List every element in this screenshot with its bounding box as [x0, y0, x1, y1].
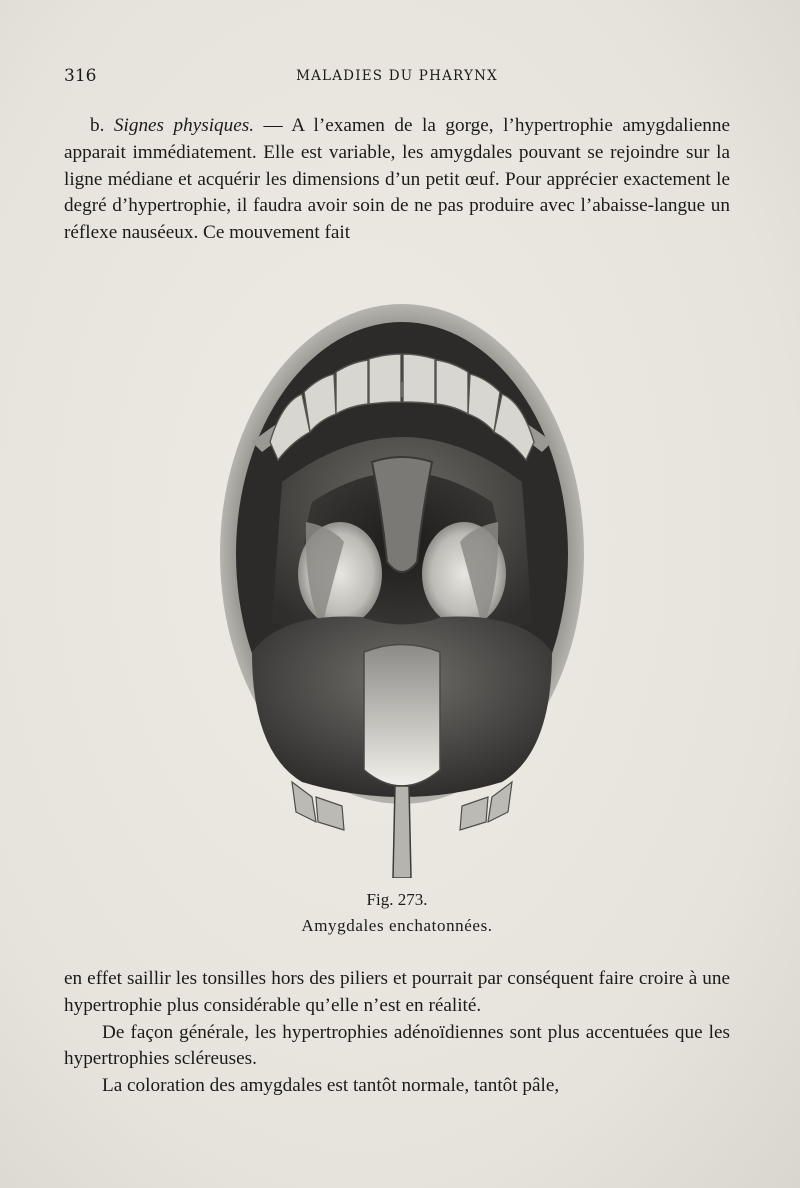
figure-caption: Amygdales enchatonnées. [301, 916, 493, 935]
mouth-illustration [212, 292, 592, 878]
top-paragraph [64, 113, 730, 247]
paragraph: en effet saillir les tonsilles hors des piliers et pourrait par conséquent faire croire à une hypertrophie plus considérable qu’elle n’est en réalité. [64, 968, 730, 1016]
bottom-paragraphs [64, 966, 730, 1100]
paragraph: De façon générale, les hypertrophies adénoïdiennes sont plus accentuées que les hypertrophies scléreuses. [64, 1021, 730, 1070]
page-header [64, 66, 730, 90]
tongue-depressor-handle [393, 786, 411, 878]
paragraph: La coloration des amygdales est tantôt normale, tantôt pâle, [102, 1075, 560, 1097]
tongue-depressor-blade [364, 645, 440, 787]
paragraph-lead-italic: Signes physiques. [113, 115, 255, 136]
paragraph-lead: b. [90, 115, 114, 136]
page-number: 316 [64, 66, 97, 86]
running-title: MALADIES DU PHARYNX [296, 68, 498, 84]
paragraph-text: — A l’examen de la gorge, l’hypertrophie amygdalienne apparait immédiatement. Elle est variable, les amygdales pouvant se rejoindre sur la ligne médiane et acquérir les dimensions d’un petit œuf. Pour apprécier exactement le degré d’hypertrophie, il faudra avoir soin de ne pas produire avec l’abaisse-langue un réflexe nauséeux. Ce mouvement fait [64, 115, 730, 244]
figure-number: Fig. 273. [366, 890, 428, 909]
